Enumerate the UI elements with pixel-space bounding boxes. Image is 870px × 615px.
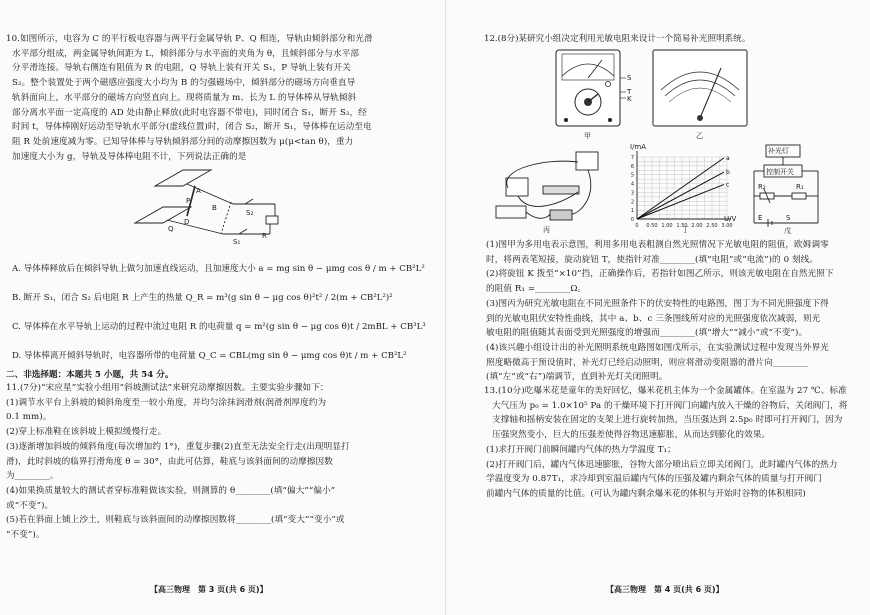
q11-line: (3)逐渐增加斜坡的倾斜角度(每次增加约 1°)，重复步骤(2)直至无法安全行走(出现明显打 xyxy=(6,441,350,452)
q10-option-a: A. 导体棒释放后在倾斜导轨上做匀加速直线运动，且加速度大小 a = mg sin θ − μmg cos θ / m + CB²L² xyxy=(12,264,425,274)
q13-line: 前罐内气体的质量的比值。(可认为罐内剩余爆米花的体积与开始时谷物的体积相同) xyxy=(486,488,806,499)
q12-line: (1)图甲为多用电表示意图，利用多用电表粗测自然光照情况下光敏电阻的阻值，欧姆调零 xyxy=(486,240,829,250)
switch-label-K: K xyxy=(627,95,632,103)
fig-label-R: R xyxy=(262,232,267,240)
switch-label-S: S xyxy=(627,74,632,82)
fig-label-B: B xyxy=(212,204,217,212)
y-tick-label: 4 xyxy=(630,181,634,188)
q10-line: 分平滑连接。导轨右侧连有阻值为 R 的电阻，Q 导轨上装有开关 S₁，P 导轨上装有开关 xyxy=(12,63,351,74)
q12-line: (填“左”或“右”)端调节，直到补光灯关闭照明。 xyxy=(486,372,668,383)
question-13-text xyxy=(484,384,847,502)
x-tick-label: 1.00 xyxy=(661,223,673,229)
q10-option-d: D. 导体棒离开倾斜导轨时，电容器所带的电荷量 Q_C = CBL(mg sin θ − μmg cos θ)t / m + CB²L² xyxy=(12,351,407,361)
circuit-label-E: E xyxy=(758,214,763,222)
q10-line: 阻 R 处前速度减为零。已知导体棒与导轨倾斜部分间的动摩擦因数为 μ(μ<tan θ)，重力 xyxy=(12,136,354,147)
figure-label-ding: 丁 xyxy=(682,226,689,234)
q10-line: 水平部分组成，两金属导轨间距为 L，倾斜部分与水平面的夹角为 θ，且倾斜部分与水平部 xyxy=(12,48,360,59)
x-tick-label: 1.50 xyxy=(676,223,688,229)
q11-line: 11.(7分)“宋应星”实验小组用“斜坡测试法”来研究动摩擦因数。主要实验步骤如下： xyxy=(6,383,329,393)
y-tick-label: 5 xyxy=(630,172,634,179)
q12-line: (2)将旋钮 K 拨至“×10”挡，正确操作后，若指针如图乙所示，则该光敏电阻在自然光照下 xyxy=(486,269,834,280)
q13-line: 支撑轴和摇柄安装在固定的支架上进行旋转加热，当压强达到 2.5p₀ 时即可打开阀门，因为 xyxy=(492,415,843,426)
graph-y-axis-label: I/mA xyxy=(630,143,647,151)
x-tick-label: 0 xyxy=(635,223,639,229)
iv-curve-graph xyxy=(621,143,736,231)
q11-line: 为________。 xyxy=(6,471,59,482)
q11-line: (2)穿上标准鞋在该斜坡上模拟缓慢行走。 xyxy=(6,427,167,438)
circuit-label-S: S xyxy=(786,214,791,222)
y-tick-label: 6 xyxy=(630,163,634,170)
meter-yi-figure xyxy=(651,48,751,130)
multimeter-jia-figure xyxy=(554,48,634,130)
q11-line: (1)调节水平台上斜坡的倾斜角度至一较小角度，并均匀涂抹润滑剂(润滑剂厚度约为 xyxy=(6,397,327,408)
q11-line: 或“不变”)。 xyxy=(6,500,54,511)
q10-line: 轨斜面向上，水平部分的磁场方向竖直向上。现将质量为 m、长为 L 的导体棒从导轨倾斜 xyxy=(12,92,357,103)
x-tick-label: 2.50 xyxy=(706,223,718,229)
y-tick-label: 2 xyxy=(630,199,634,206)
y-tick-label: 3 xyxy=(630,190,634,197)
page-footer-left: 【高三物理 第 3 页(共 6 页)】 xyxy=(150,585,268,594)
q10-option-b: B. 断开 S₁，闭合 S₂ 后电阻 R 上产生的热量 Q_R = m³(g sin θ − μg cos θ)²t² / 2(m + CB²L²)² xyxy=(12,293,393,303)
q12-line: 到的光敏电阻伏安特性曲线，其中 a、b、c 三条图线所对应的光照强度依次减弱，则光 xyxy=(486,313,821,324)
figure-label-wu: 戊 xyxy=(784,227,791,235)
q10-option-c: C. 导体棒在水平导轨上运动的过程中流过电阻 R 的电荷量 q = m²(g sin θ − μg cos θ)t / 2mBL + CB³L³ xyxy=(12,322,426,332)
q10-line: 时间 t，导体棒刚好运动至导轨水平部分(虚线位置)时，闭合 S₂，断开 S₁，导体棒在运动至电 xyxy=(12,122,372,133)
figure-label-bing: 丙 xyxy=(543,226,550,234)
q10-line: 10.如图所示，电容为 C 的平行板电容器与两平行金属导轨 P、Q 相连，导轨由倾斜部分和光滑 xyxy=(6,34,373,44)
q10-line: S₂。整个装置处于两个磁感应强度大小均为 B 的匀强磁场中，倾斜部分的磁场方向垂直导 xyxy=(12,78,356,89)
section-header: 二、非选择题：本题共 5 小题，共 54 分。 xyxy=(6,370,174,380)
q10-line: 部分离水平面一定高度的 AD 处由静止释放(此时电容器不带电)，同时闭合 S₁，断开 S₂，经 xyxy=(12,107,367,118)
question-11-text xyxy=(6,381,350,543)
q13-line: 13.(10分)吃爆米花是童年的美好回忆，爆米花机主体为一个金属罐体。在室温为 27 ℃、标准 xyxy=(484,386,847,396)
q11-line: 0.1 mm)。 xyxy=(6,412,52,423)
x-tick-label: 0.50 xyxy=(646,223,658,229)
x-tick-label: 2.00 xyxy=(691,223,703,229)
q12-line: (4)该兴趣小组设计出的补光照明系统电路图如图戊所示，在实验测试过程中发现当外界光 xyxy=(486,342,829,353)
q13-line: (2)打开阀门后，罐内气体迅速膨胀，谷物大部分喷出后立即关闭阀门，此时罐内气体的热力 xyxy=(486,459,838,470)
iv-curve-label: b xyxy=(726,169,730,177)
q12-line: 照度略微高于预设值时，补光灯已经启动照明，则应将滑动变阻器的滑片向________ xyxy=(486,357,809,368)
x-tick-label: 3.00 xyxy=(721,223,733,229)
apparatus-bing-figure xyxy=(488,148,608,226)
iv-curve-label: a xyxy=(726,154,730,162)
q13-line: 学温度变为 0.87T₁，求冷却到室温后罐内气体的压强及罐内剩余气体的质量与打开阀门 xyxy=(486,474,823,485)
page-footer-right: 【高三物理 第 4 页(共 6 页)】 xyxy=(606,585,724,594)
rails-capacitor-figure xyxy=(125,168,285,253)
fig-label-D: D xyxy=(184,218,190,226)
switch-label-T: T xyxy=(627,88,632,96)
y-tick-label: 7 xyxy=(630,155,634,161)
fig-label-A: A xyxy=(196,187,201,195)
q11-line: (4)如果换质量较大的测试者穿标准鞋做该实验，则测算的 θ________(填“偏大”“偏小” xyxy=(6,485,336,496)
graph-x-axis-label: U/V xyxy=(724,215,737,223)
circuit-box-switch: 控制开关 xyxy=(766,168,794,176)
question-10-text xyxy=(6,32,373,164)
q10-line: 加速度大小为 g，导轨及导体棒电阻不计，下列说法正确的是 xyxy=(12,151,247,162)
iv-curve-label: c xyxy=(726,181,730,189)
circuit-label-R1: R₁ xyxy=(796,183,804,191)
right-page xyxy=(445,0,870,615)
figure-label-jia: 甲 xyxy=(584,132,591,140)
y-tick-label: 0 xyxy=(630,217,634,223)
circuit-label-R2: R₂ xyxy=(758,183,766,191)
q11-line: (5)若在斜面上铺上沙土，则鞋底与该斜面间的动摩擦因数将________(填“变大”“变小”或 xyxy=(6,515,345,526)
q11-line: “不变”)。 xyxy=(6,530,45,541)
iv-curve-c xyxy=(637,184,724,219)
q12-line: 敏电阻的阻值随其表面受到光照强度的增强而________(填“增大”“减小”或“不变”)。 xyxy=(486,328,808,339)
fig-label-S1: S₁ xyxy=(233,238,241,246)
fig-label-P: P xyxy=(186,197,191,205)
q13-line: 压强突然变小，巨大的压强差使得谷物迅速膨胀，从而达到膨化的效果。 xyxy=(492,430,771,441)
figure-label-yi: 乙 xyxy=(696,132,703,140)
y-tick-label: 1 xyxy=(630,208,634,215)
q12-line: 时，将两表笔短接，旋动旋钮 T，使指针对准________(填“电阻”或“电流”)的 0 刻线。 xyxy=(486,254,819,265)
circuit-box-lamp: 补光灯 xyxy=(768,147,789,155)
question-12-parts xyxy=(486,238,834,385)
q12-line: (3)图丙为研究光敏电阻在不同光照条件下的伏安特性的电路图，图丁为不同光照强度下得 xyxy=(486,298,829,309)
q11-line: 滑)，此时斜坡的临界打滑角度 θ = 30°，由此可估算，鞋底与该斜面间的动摩擦因数 xyxy=(6,456,333,467)
q12-line: 的阻值 R₁ =________Ω。 xyxy=(486,284,587,295)
q13-line: (1)求打开阀门前瞬间罐内气体的热力学温度 T₁； xyxy=(486,444,676,455)
fig-label-S2: S₂ xyxy=(246,209,254,217)
fig-label-Q: Q xyxy=(168,225,174,233)
q13-line: 大气压为 p₀ = 1.0×10⁵ Pa 的干燥环境下打开阀门向罐内放入干燥的谷物后，关闭阀门，将 xyxy=(492,400,848,411)
iv-curve-a xyxy=(637,158,724,219)
q12-title: 12.(8分)某研究小组决定利用光敏电阻来设计一个简易补光照明系统。 xyxy=(484,34,751,44)
